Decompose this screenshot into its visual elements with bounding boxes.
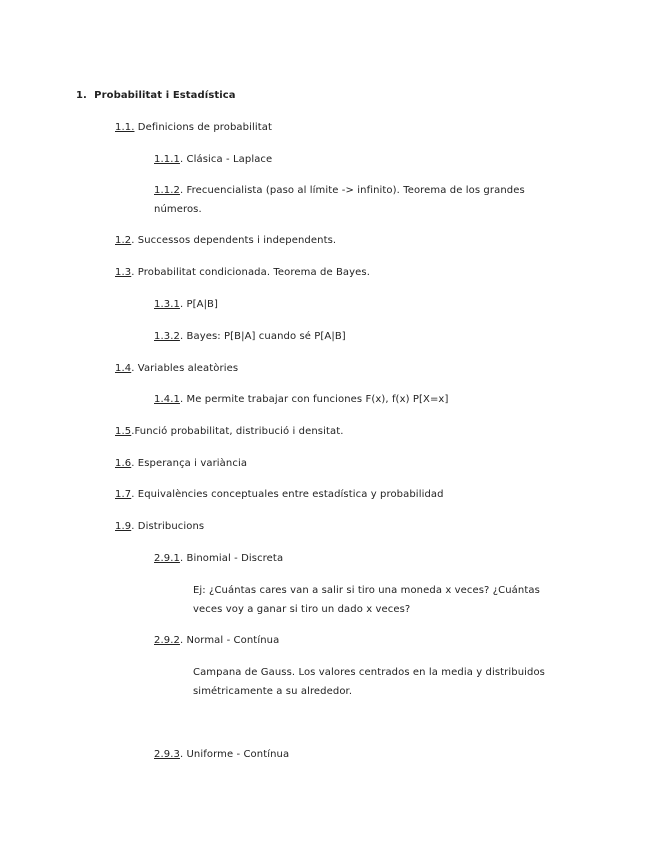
item-text: . Probabilitat condicionada. Teorema de Bayes.: [131, 267, 371, 278]
normal-description: Campana de Gauss. Los valores centrados en la media y distribuidos simétricamente a su alrededor.: [193, 667, 545, 697]
outline-item-1-4: [115, 362, 238, 376]
item-text: . Binomial - Discreta: [179, 553, 284, 564]
outline-item-1-6: [115, 457, 247, 471]
section-number: 1.: [76, 90, 87, 101]
section-title: Probabilitat i Estadística: [94, 90, 236, 101]
item-number: 1.3: [115, 267, 132, 278]
item-text: . Distribucions: [131, 521, 205, 532]
outline-item-1-3: [115, 266, 370, 280]
item-number: 1.1.2: [154, 185, 180, 196]
outline-item-1-4-1: [154, 393, 448, 407]
outline-item-1-1-1: [154, 153, 272, 167]
item-text: . Uniforme - Contínua: [179, 749, 290, 760]
item-number: 1.2: [115, 235, 132, 246]
outline-item-1-3-1: [154, 298, 218, 312]
section-heading: [76, 89, 236, 103]
item-number: 1.4: [115, 363, 132, 374]
binomial-example: Ej: ¿Cuántas cares van a salir si tiro una moneda x veces? ¿Cuántas veces voy a ganar si tiro un dado x veces?: [193, 585, 540, 615]
item-text: . P[A|B]: [179, 299, 219, 310]
item-number: 1.7: [115, 489, 132, 500]
outline-item-1-1: [115, 121, 272, 135]
item-text: . Successos dependents i independents.: [131, 235, 337, 246]
item-text: Definicions de probabilitat: [134, 122, 273, 133]
outline-item-2-9-1: [154, 552, 283, 566]
item-number: 1.3.1: [154, 299, 180, 310]
item-number: 1.6: [115, 458, 132, 469]
item-text: . Frecuencialista (paso al límite -> infinito). Teorema de los grandes números.: [154, 185, 525, 215]
item-number: 1.4.1: [154, 394, 180, 405]
item-text: . Clásica - Laplace: [179, 154, 273, 165]
outline-item-1-9: [115, 520, 204, 534]
item-number: 1.5: [115, 426, 132, 437]
item-number: 1.1.: [115, 122, 135, 133]
outline-item-1-1-2: [154, 181, 546, 219]
item-number: 1.1.1: [154, 154, 180, 165]
item-text: .Funció probabilitat, distribució i densitat.: [131, 426, 344, 437]
item-number: 2.9.3: [154, 749, 180, 760]
outline-item-2-9-2: [154, 634, 279, 648]
item-number: 2.9.1: [154, 553, 180, 564]
item-text: . Equivalències conceptuales entre estadística y probabilidad: [131, 489, 444, 500]
item-number: 1.3.2: [154, 331, 180, 342]
outline-item-1-5: [115, 425, 344, 439]
outline-item-1-2: [115, 234, 336, 248]
item-text: . Variables aleatòries: [131, 363, 239, 374]
item-number: 1.9: [115, 521, 132, 532]
outline-item-1-3-2: [154, 330, 346, 344]
item-text: . Normal - Contínua: [179, 635, 280, 646]
item-text: . Bayes: P[B|A] cuando sé P[A|B]: [179, 331, 346, 342]
item-text: . Esperança i variància: [131, 458, 248, 469]
item-number: 2.9.2: [154, 635, 180, 646]
outline-item-2-9-3: [154, 748, 289, 762]
outline-item-1-7: [115, 488, 444, 502]
item-text: . Me permite trabajar con funciones F(x), f(x) P[X=x]: [179, 394, 449, 405]
